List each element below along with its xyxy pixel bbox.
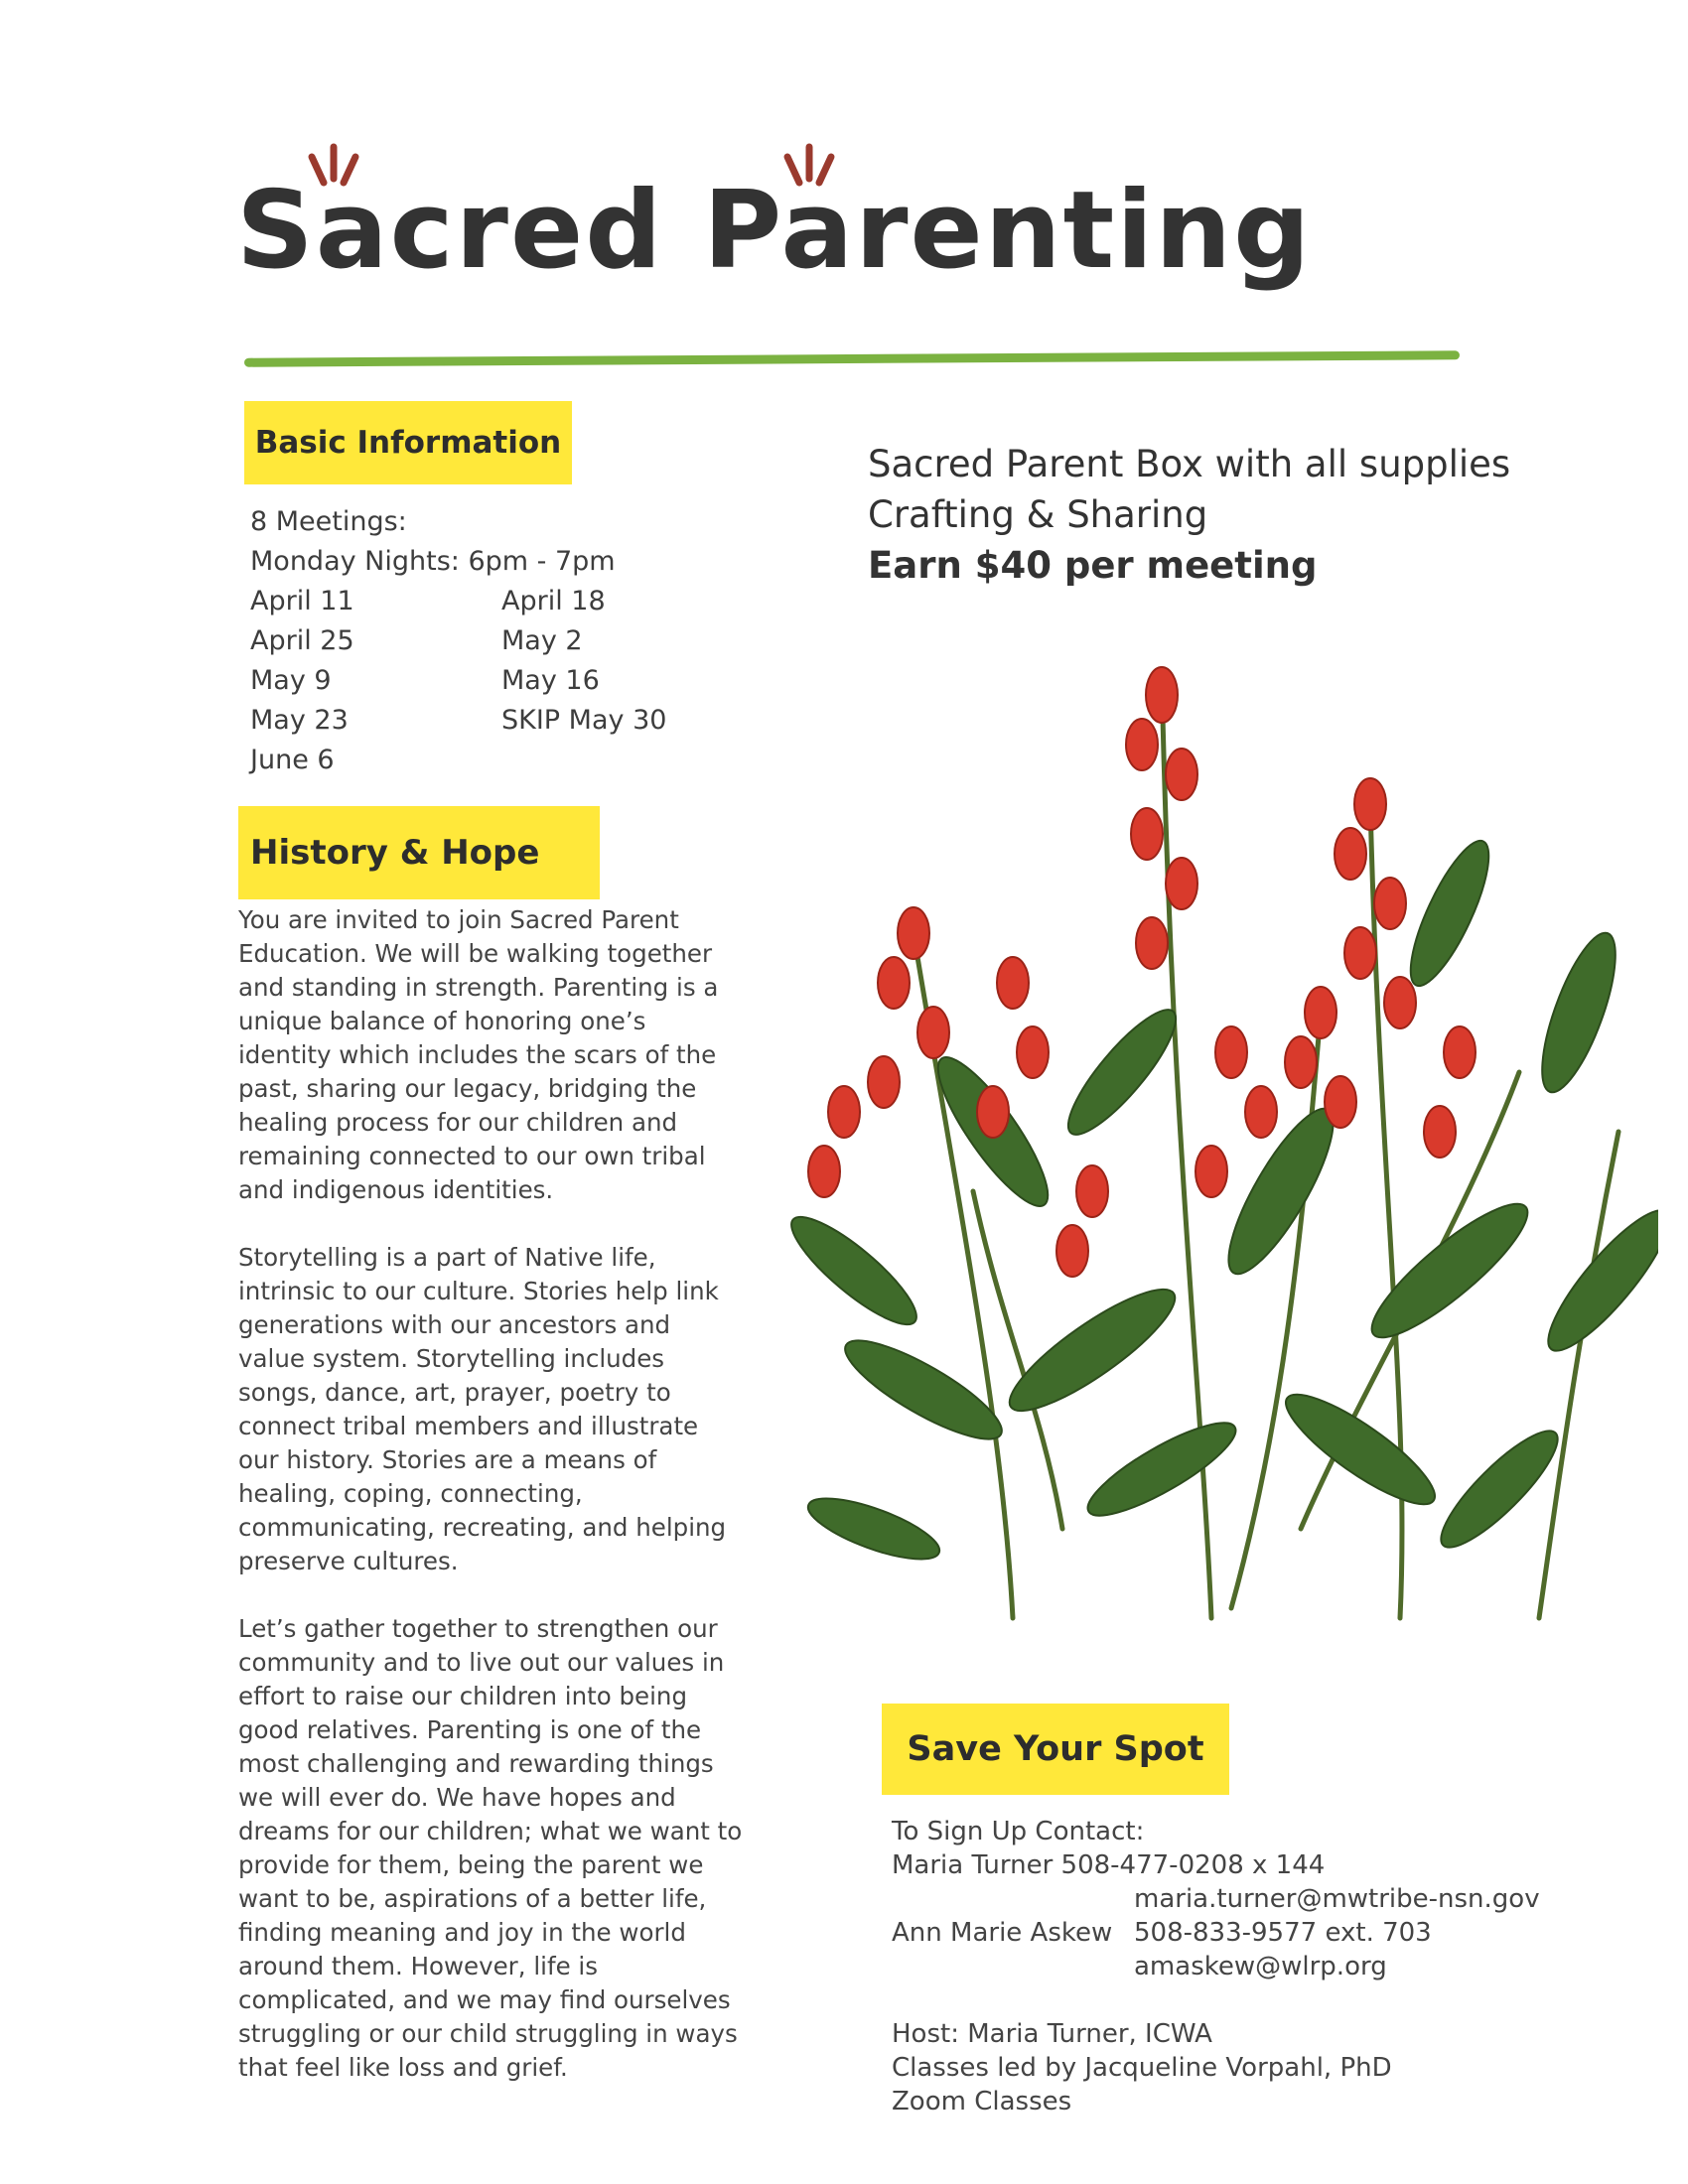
date: April 18 [501, 586, 606, 616]
contact-phone-2: 508-833-9577 ext. 703 [1134, 1918, 1432, 1948]
date: SKIP May 30 [501, 705, 667, 736]
date-row [250, 701, 667, 741]
contact-email-2-row [892, 1950, 1392, 1983]
contact-email-1[interactable]: maria.turner@mwtribe-nsn.gov [1134, 1884, 1540, 1914]
meeting-time: Monday Nights: 6pm - 7pm [250, 546, 616, 577]
date-row [250, 661, 616, 701]
contact-person-2 [892, 1916, 1432, 1950]
signup-label: To Sign Up Contact: [892, 1817, 1145, 1846]
date-row [250, 741, 616, 780]
instructor-line: Classes led by Jacqueline Vorpahl, PhD [892, 2053, 1392, 2083]
save-spot-heading [882, 1704, 1229, 1795]
history-heading-text: History & Hope [250, 833, 540, 873]
meetings-count: 8 Meetings: [250, 506, 407, 537]
contact-email-2[interactable]: amaskew@wlrp.org [1134, 1952, 1387, 1981]
date: April 11 [250, 586, 354, 616]
basic-info-heading-text: Basic Information [254, 425, 562, 461]
format-line: Zoom Classes [892, 2087, 1072, 2116]
contact-info [892, 1815, 1540, 2118]
save-spot-heading-text: Save Your Spot [907, 1729, 1204, 1769]
storytelling-paragraph: Storytelling is a part of Native life, intrinsic to our culture. Stories help link generations with our ancestors and value system. Storytelling includes songs, dance, art, prayer, poetry to connect tribal members and illustrate our history. Stories are a means of healing, coping, connecting, communicating, recreating, and helping preserve cultures. [238, 1243, 727, 1575]
date: May 9 [250, 665, 332, 696]
schedule [250, 502, 667, 780]
date-row [250, 621, 616, 661]
highlight-crafting: Crafting & Sharing [868, 493, 1208, 536]
history-heading [238, 806, 600, 899]
highlight-box: Sacred Parent Box with all supplies [868, 443, 1511, 485]
host-line: Host: Maria Turner, ICWA [892, 2019, 1212, 2049]
date: May 2 [501, 625, 583, 656]
title-underline [244, 350, 1460, 366]
contact-person-1: Maria Turner 508-477-0208 x 144 [892, 1850, 1326, 1880]
page-title: Sacred Parenting [236, 169, 1313, 293]
title-block [236, 139, 1313, 338]
contact-email-1-row [892, 1882, 1540, 1916]
date-row [250, 582, 616, 621]
date: April 25 [250, 625, 354, 656]
contact-name-2: Ann Marie Askew [892, 1918, 1113, 1948]
program-highlights [868, 439, 1510, 591]
basic-info-heading [244, 401, 572, 484]
date: May 16 [501, 665, 600, 696]
gather-paragraph: Let’s gather together to strengthen our community and to live out our values in effort to raise our children into being good relatives. Parenting is one of the most challenging and rewarding things we will ever do. We have hopes and dreams for our children; what we want to provide for them, being the parent we want to be, aspirations of a better life, finding meaning and joy in the world around them. However, life is complicated, and we may find ourselves struggling or our child struggling in ways that feel like loss and grief. [238, 1614, 743, 2082]
intro-paragraph: You are invited to join Sacred Parent Education. We will be walking together and standing in strength. Parenting is a unique balance of honoring one’s identity which includes the scars of the past, sharing our legacy, bridging the healing process for our children and remaining connected to our own tribal and indigenous identities. [238, 905, 719, 1204]
date: May 23 [250, 705, 349, 736]
date: June 6 [250, 745, 335, 775]
sage-plant-illustration [765, 635, 1658, 1628]
spacer [892, 1983, 1392, 2017]
highlight-earn: Earn $40 per meeting [868, 544, 1318, 587]
